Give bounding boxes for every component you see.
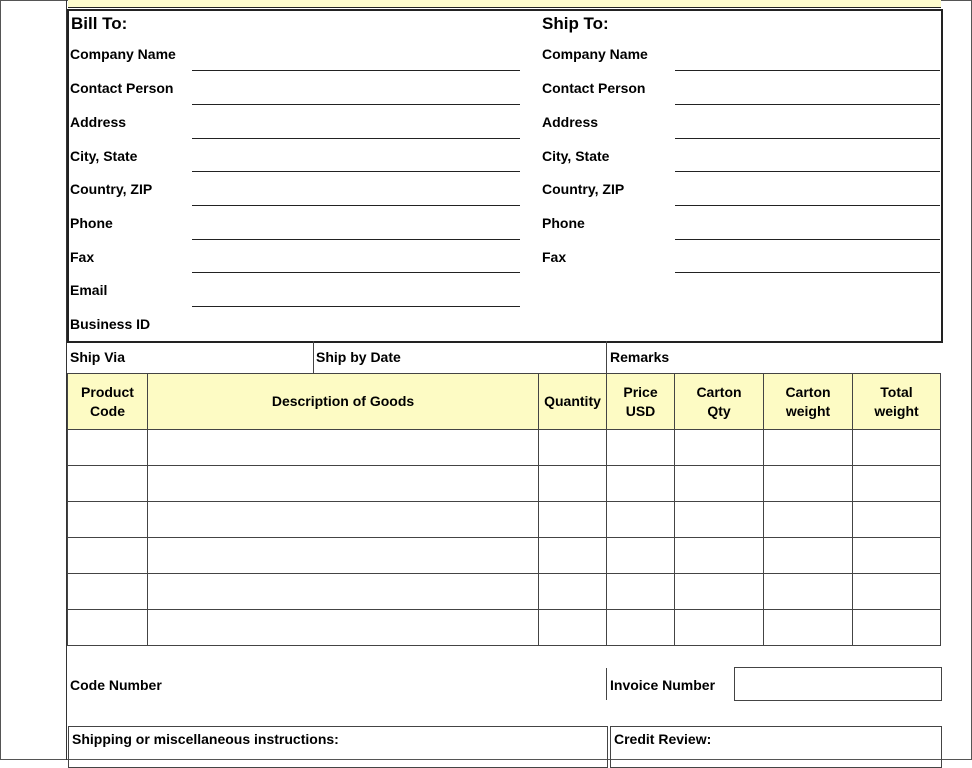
bill-to-contact-label: Contact Person [70, 80, 174, 96]
price-usd-cell[interactable] [607, 574, 675, 610]
bill-to-email-field[interactable] [192, 306, 520, 307]
carton-weight-header-line2: weight [785, 402, 831, 419]
product-code-header-line1: Product [81, 383, 134, 400]
ship-to-phone-field[interactable] [675, 239, 940, 240]
bill-to-address-field[interactable] [192, 138, 520, 139]
carton-qty-cell[interactable] [675, 610, 764, 646]
bill-to-fax-label: Fax [70, 249, 95, 265]
quantity-cell[interactable] [539, 430, 607, 466]
product-code-header [68, 374, 148, 430]
description-cell[interactable] [148, 430, 539, 466]
goods-table-row [68, 610, 941, 646]
carton-qty-cell[interactable] [675, 574, 764, 610]
invoice-number-label: Invoice Number [610, 677, 716, 693]
quantity-cell[interactable] [539, 466, 607, 502]
price-usd-header-line2: USD [625, 402, 656, 419]
carton-weight-header-line1: Carton [785, 383, 831, 400]
shipping-instructions-label: Shipping or miscellaneous instructions: [72, 731, 339, 747]
description-header [148, 374, 539, 430]
bill-to-phone-field[interactable] [192, 239, 520, 240]
credit-review-label: Credit Review: [614, 731, 712, 747]
top-header-band [68, 0, 941, 8]
bill-to-contact-field[interactable] [192, 104, 520, 105]
total-weight-header-line2: weight [874, 402, 919, 419]
description-cell[interactable] [148, 502, 539, 538]
total-weight-cell[interactable] [853, 430, 941, 466]
remarks-label: Remarks [610, 349, 670, 365]
goods-table-row [68, 502, 941, 538]
bill-to-city-field[interactable] [192, 171, 520, 172]
ship-via-divider [313, 341, 314, 373]
ship-to-contact-label: Contact Person [542, 80, 646, 96]
ship-to-address-field[interactable] [675, 138, 940, 139]
ship-via-label: Ship Via [70, 349, 125, 365]
ship-to-city-label: City, State [542, 148, 610, 164]
bill-to-fax-field[interactable] [192, 272, 520, 273]
ship-to-address-label: Address [542, 114, 599, 130]
product-code-cell[interactable] [68, 466, 148, 502]
bill-to-address-label: Address [70, 114, 127, 130]
price-usd-header [607, 374, 675, 430]
quantity-cell[interactable] [539, 574, 607, 610]
carton-weight-cell[interactable] [764, 610, 853, 646]
bill-to-business-id-label: Business ID [70, 316, 151, 332]
invoice-number-field[interactable] [734, 667, 942, 701]
goods-table-header-row [68, 374, 941, 430]
bill-to-city-label: City, State [70, 148, 138, 164]
carton-qty-cell[interactable] [675, 430, 764, 466]
quantity-header-text: Quantity [544, 393, 601, 409]
total-weight-cell[interactable] [853, 574, 941, 610]
address-section [67, 9, 943, 343]
ship-to-country-label: Country, ZIP [542, 181, 625, 197]
price-usd-cell[interactable] [607, 538, 675, 574]
goods-table-row [68, 466, 941, 502]
bill-to-email-label: Email [70, 282, 108, 298]
ship-to-phone-label: Phone [542, 215, 585, 231]
goods-table [67, 373, 941, 646]
carton-weight-header [764, 374, 853, 430]
total-weight-cell[interactable] [853, 466, 941, 502]
carton-qty-header [675, 374, 764, 430]
ship-to-title: Ship To: [542, 14, 609, 33]
carton-qty-cell[interactable] [675, 502, 764, 538]
price-usd-cell[interactable] [607, 430, 675, 466]
bill-to-country-label: Country, ZIP [70, 181, 153, 197]
ship-to-city-field[interactable] [675, 171, 940, 172]
product-code-cell[interactable] [68, 538, 148, 574]
carton-qty-cell[interactable] [675, 538, 764, 574]
product-code-cell[interactable] [68, 502, 148, 538]
price-usd-cell[interactable] [607, 610, 675, 646]
goods-table-row [68, 538, 941, 574]
ship-to-company-field[interactable] [675, 70, 940, 71]
description-cell[interactable] [148, 466, 539, 502]
description-header-text: Description of Goods [271, 393, 415, 409]
ship-to-fax-field[interactable] [675, 272, 940, 273]
description-cell[interactable] [148, 574, 539, 610]
quantity-cell[interactable] [539, 538, 607, 574]
total-weight-header-line1: Total [880, 383, 913, 400]
bill-to-phone-label: Phone [70, 215, 113, 231]
ship-to-fax-label: Fax [542, 249, 567, 265]
carton-qty-cell[interactable] [675, 466, 764, 502]
bill-to-title: Bill To: [71, 14, 128, 33]
price-usd-cell[interactable] [607, 466, 675, 502]
carton-weight-cell[interactable] [764, 574, 853, 610]
price-usd-cell[interactable] [607, 502, 675, 538]
price-usd-header-line1: Price [623, 383, 658, 400]
ship-by-date-label: Ship by Date [316, 349, 401, 365]
quantity-cell[interactable] [539, 610, 607, 646]
quantity-cell[interactable] [539, 502, 607, 538]
goods-table-body [68, 430, 941, 646]
product-code-cell[interactable] [68, 574, 148, 610]
carton-weight-cell[interactable] [764, 466, 853, 502]
ship-to-contact-field[interactable] [675, 104, 940, 105]
product-code-header-line2: Code [90, 402, 125, 419]
product-code-cell[interactable] [68, 430, 148, 466]
carton-weight-cell[interactable] [764, 538, 853, 574]
total-weight-header [853, 374, 941, 430]
description-cell[interactable] [148, 610, 539, 646]
total-weight-cell[interactable] [853, 610, 941, 646]
carton-weight-cell[interactable] [764, 502, 853, 538]
carton-qty-header-line2: Qty [707, 402, 731, 419]
total-weight-cell[interactable] [853, 538, 941, 574]
quantity-header [539, 374, 607, 430]
invoice-divider [606, 668, 607, 700]
ship-by-date-divider [606, 341, 607, 373]
ship-to-company-label: Company Name [542, 46, 648, 62]
bill-to-company-label: Company Name [70, 46, 176, 62]
goods-table-row [68, 574, 941, 610]
carton-qty-header-line1: Carton [696, 383, 742, 400]
carton-weight-cell[interactable] [764, 430, 853, 466]
goods-table-row [68, 430, 941, 466]
bill-to-country-field[interactable] [192, 205, 520, 206]
description-cell[interactable] [148, 538, 539, 574]
code-number-label: Code Number [70, 677, 162, 693]
total-weight-cell[interactable] [853, 502, 941, 538]
ship-to-country-field[interactable] [675, 205, 940, 206]
bill-to-company-field[interactable] [192, 70, 520, 71]
product-code-cell[interactable] [68, 610, 148, 646]
